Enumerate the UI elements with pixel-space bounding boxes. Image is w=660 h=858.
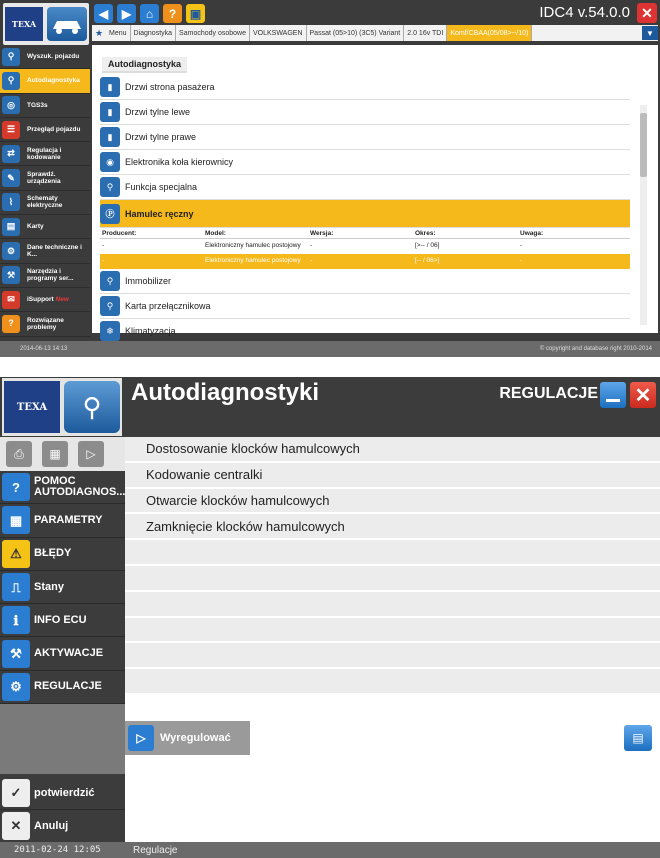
list-item[interactable]: Otwarcie klocków hamulcowych bbox=[125, 489, 660, 515]
new-badge: New bbox=[55, 296, 69, 304]
breadcrumb-item[interactable]: VOLKSWAGEN bbox=[250, 25, 307, 41]
autodiagnosis-icon: ⚲ bbox=[2, 72, 20, 90]
empty-row bbox=[125, 643, 660, 669]
play-icon[interactable]: ▷ bbox=[78, 441, 104, 467]
column-header: Uwaga: bbox=[520, 229, 544, 237]
sidebar-item-label: Karty bbox=[27, 223, 44, 231]
empty-row bbox=[125, 540, 660, 566]
sidebar-spacer bbox=[0, 704, 125, 774]
favorite-star-icon[interactable]: ★ bbox=[94, 27, 104, 38]
bottom-logo-area bbox=[2, 378, 122, 436]
top-sidebar bbox=[0, 45, 90, 337]
scrollbar-thumb[interactable] bbox=[640, 113, 647, 177]
empty-row bbox=[125, 618, 660, 644]
adjustment-icon: ⇄ bbox=[2, 145, 20, 163]
texa-logo: TEXA bbox=[4, 381, 60, 433]
sidebar-item-label: Sprawdź. urządzenia bbox=[27, 171, 61, 186]
breadcrumb-item[interactable]: Menu bbox=[106, 25, 131, 41]
list-item[interactable] bbox=[100, 100, 630, 125]
table-header bbox=[100, 228, 630, 239]
list-item[interactable] bbox=[100, 125, 630, 150]
chevron-down-icon[interactable]: ▼ bbox=[642, 26, 658, 40]
table-cell: - bbox=[310, 257, 313, 265]
sidebar-item-tools[interactable] bbox=[0, 264, 90, 288]
sidebar-item-label: POMOC AUTODIAGNOS... bbox=[34, 475, 126, 499]
breadcrumb-item[interactable]: Passat (05>10) (3C5) Variant bbox=[307, 25, 405, 41]
system-list bbox=[100, 75, 630, 344]
table-cell: - bbox=[520, 242, 523, 250]
sidebar-item-label: Regulacja i kodowanie bbox=[27, 146, 62, 161]
play-icon: ▷ bbox=[128, 725, 154, 751]
table-cell: - bbox=[102, 257, 105, 265]
top-main-panel bbox=[92, 45, 658, 336]
bottom-screenshot bbox=[0, 377, 660, 858]
sidebar-item-adjustments[interactable] bbox=[0, 671, 125, 704]
minimize-icon[interactable] bbox=[600, 382, 626, 408]
empty-row bbox=[125, 669, 660, 695]
table-cell: Elektroniczny hamulec postojowy bbox=[205, 257, 301, 265]
home-icon[interactable]: ⌂ bbox=[140, 4, 159, 23]
breadcrumb-item[interactable]: 2.0 16v TDI bbox=[404, 25, 447, 41]
empty-row bbox=[125, 592, 660, 618]
forward-icon[interactable]: ▶ bbox=[117, 4, 136, 23]
column-header: Producent: bbox=[102, 229, 137, 237]
solved-problems-icon: ? bbox=[2, 315, 20, 333]
list-item[interactable]: Kodowanie centralki bbox=[125, 463, 660, 489]
list-item-selected[interactable] bbox=[100, 200, 630, 228]
list-item[interactable] bbox=[100, 175, 630, 200]
sidebar-item-label: Rozwiązane problemy bbox=[27, 316, 64, 331]
states-icon: ⎍ bbox=[2, 573, 30, 601]
parking-brake-icon: Ⓟ bbox=[100, 204, 120, 224]
empty-row bbox=[125, 566, 660, 592]
sidebar-item-label: INFO ECU bbox=[34, 613, 87, 626]
status-date: 2014-06-13 14:13 bbox=[20, 346, 68, 352]
sidebar-item-help[interactable] bbox=[0, 471, 125, 504]
sidebar-item-label: AKTYWACJE bbox=[34, 647, 104, 660]
sidebar-item-parameters[interactable] bbox=[0, 504, 125, 537]
list-item-label: Karta przełącznikowa bbox=[125, 301, 211, 311]
app-title: IDC4 v.54.0.0 bbox=[539, 4, 630, 21]
list-item[interactable] bbox=[100, 269, 630, 294]
table-cell: - bbox=[310, 242, 313, 250]
confirm-label: potwierdzić bbox=[34, 787, 95, 799]
top-logo-area bbox=[3, 3, 89, 45]
sidebar-item-states[interactable] bbox=[0, 571, 125, 604]
sidebar-item-label: Wyszuk. pojazdu bbox=[27, 53, 80, 61]
sidebar-item-cards[interactable] bbox=[0, 215, 90, 239]
list-item-label: Elektronika koła kierownicy bbox=[125, 157, 234, 167]
breadcrumb bbox=[92, 25, 658, 41]
back-icon[interactable]: ◀ bbox=[94, 4, 113, 23]
parameters-icon: ▦ bbox=[2, 506, 30, 534]
wiring-diagram-icon: ⌇ bbox=[2, 193, 20, 211]
checkmark-icon: ✓ bbox=[2, 779, 30, 807]
cancel-label: Anuluj bbox=[34, 820, 69, 832]
tab-autodiagnosis[interactable]: Autodiagnostyka bbox=[102, 57, 187, 73]
sidebar-item-autodiagnosis[interactable] bbox=[0, 69, 90, 93]
climate-icon: ❄ bbox=[100, 321, 120, 341]
table-row[interactable] bbox=[100, 239, 630, 254]
confirm-button[interactable] bbox=[0, 777, 125, 810]
table-cell: Elektroniczny hamulec postojowy bbox=[205, 242, 301, 250]
sidebar-item-label: Schematy elektryczne bbox=[27, 195, 63, 210]
sidebar-item-label: Autodiagnostyka bbox=[27, 77, 80, 85]
sidebar-item-info-ecu[interactable] bbox=[0, 604, 125, 637]
sidebar-item-adjustment[interactable] bbox=[0, 142, 90, 166]
help-search-icon: ? bbox=[2, 473, 30, 501]
top-status-bar bbox=[0, 341, 660, 357]
save-icon[interactable]: ▣ bbox=[186, 4, 205, 23]
list-item[interactable]: Zamknięcie klocków hamulcowych bbox=[125, 514, 660, 540]
adjust-button-label: Wyregulować bbox=[160, 732, 231, 744]
switch-card-icon: ⚲ bbox=[100, 296, 120, 316]
list-item[interactable] bbox=[100, 294, 630, 319]
sidebar-item-label: REGULACJE bbox=[34, 680, 102, 693]
list-item-label: Hamulec ręczny bbox=[125, 208, 194, 219]
table-row-selected[interactable] bbox=[100, 254, 630, 269]
sidebar-item-label: Dane techniczne i K... bbox=[27, 244, 82, 259]
sidebar-item-label: TGS3s bbox=[27, 101, 48, 109]
list-item-label: Drzwi tylne prawe bbox=[125, 132, 197, 142]
breadcrumb-item[interactable]: Diagnostyka bbox=[131, 25, 177, 41]
activations-icon: ⚒ bbox=[2, 640, 30, 668]
table-cell: [>-- / 06] bbox=[415, 242, 440, 250]
adjustments-icon: ⚙ bbox=[2, 673, 30, 701]
list-item[interactable] bbox=[100, 75, 630, 100]
door-icon: ▮ bbox=[100, 77, 120, 97]
bottom-main-panel bbox=[125, 437, 660, 842]
table-cell: - bbox=[520, 257, 523, 265]
toolbar bbox=[0, 437, 125, 471]
vehicle-overview-icon: ☰ bbox=[2, 121, 20, 139]
sidebar-item-wiring[interactable] bbox=[0, 191, 90, 215]
save-report-icon[interactable]: ▤ bbox=[624, 725, 652, 751]
column-header: Model: bbox=[205, 229, 226, 237]
tgs3s-icon: ◎ bbox=[2, 96, 20, 114]
table-cell: [-- / 06>] bbox=[415, 257, 440, 265]
column-header: Wersja: bbox=[310, 229, 334, 237]
close-icon[interactable]: ✕ bbox=[637, 3, 657, 23]
sidebar-item-activations[interactable] bbox=[0, 637, 125, 670]
list-item-label: Drzwi tylne lewe bbox=[125, 107, 191, 117]
list-item-label: Immobilizer bbox=[125, 276, 172, 286]
variant-table bbox=[100, 228, 630, 269]
mode-label: REGULACJE bbox=[499, 385, 598, 402]
sidebar-item-device-check[interactable] bbox=[0, 166, 90, 190]
immobilizer-icon: ⚲ bbox=[100, 271, 120, 291]
sidebar-item-label: Stany bbox=[34, 580, 64, 593]
sidebar-item-errors[interactable] bbox=[0, 538, 125, 571]
table-cell: - bbox=[102, 242, 105, 250]
sidebar-item-label: PARAMETRY bbox=[34, 513, 103, 526]
sidebar-item-label: Przegląd pojazdu bbox=[27, 126, 81, 134]
clapper-icon[interactable]: ▦ bbox=[42, 441, 68, 467]
device-check-icon: ✎ bbox=[2, 169, 20, 187]
list-item-label: Funkcja specjalna bbox=[125, 182, 198, 192]
breadcrumb-item[interactable]: Samochody osobowe bbox=[176, 25, 250, 41]
print-icon[interactable]: ⎙ bbox=[6, 441, 32, 467]
sidebar-item-vehicle-overview[interactable] bbox=[0, 118, 90, 142]
cancel-button[interactable] bbox=[0, 810, 125, 843]
errors-icon: ⚠ bbox=[2, 540, 30, 568]
adjust-button[interactable] bbox=[125, 721, 250, 755]
sidebar-item-label: Narzędzia i programy ser... bbox=[27, 268, 74, 283]
status-mode: Regulacje bbox=[133, 844, 178, 856]
special-function-icon: ⚲ bbox=[100, 177, 120, 197]
technical-data-icon: ⚙ bbox=[2, 242, 20, 260]
top-screenshot bbox=[0, 0, 660, 357]
help-icon[interactable]: ? bbox=[163, 4, 182, 23]
list-item[interactable] bbox=[100, 150, 630, 175]
copyright-text: © copyright and database right 2010-2014 bbox=[539, 346, 652, 352]
sidebar-item-vehicle-search[interactable] bbox=[0, 45, 90, 69]
bottom-status-bar bbox=[0, 842, 660, 858]
info-ecu-icon: ℹ bbox=[2, 606, 30, 634]
car-logo-icon bbox=[47, 7, 87, 41]
texa-logo: TEXA bbox=[5, 7, 43, 41]
list-item-label: Klimatyzacja bbox=[125, 326, 176, 336]
search-vehicle-icon: ⚲ bbox=[2, 48, 20, 66]
sidebar-item-label: iSupport bbox=[27, 296, 54, 304]
sidebar-item-solved-problems[interactable] bbox=[0, 312, 90, 336]
door-icon: ▮ bbox=[100, 127, 120, 147]
sidebar-item-tgs3s[interactable] bbox=[0, 94, 90, 118]
list-item[interactable]: Dostosowanie klocków hamulcowych bbox=[125, 437, 660, 463]
steering-wheel-icon: ◉ bbox=[100, 152, 120, 172]
search-car-icon: ⚲ bbox=[64, 381, 120, 433]
sidebar-item-technical-data[interactable] bbox=[0, 239, 90, 263]
column-header: Okres: bbox=[415, 229, 436, 237]
tools-icon: ⚒ bbox=[2, 266, 20, 284]
cards-icon: ▤ bbox=[2, 218, 20, 236]
page-title: Autodiagnostyki bbox=[131, 379, 320, 406]
cancel-x-icon: ✕ bbox=[2, 812, 30, 840]
door-icon: ▮ bbox=[100, 102, 120, 122]
breadcrumb-item-current[interactable]: Komf/CBAA(05/08>--/10) bbox=[447, 25, 532, 41]
isupport-icon: ✉ bbox=[2, 291, 20, 309]
bottom-sidebar bbox=[0, 471, 125, 704]
sidebar-item-label: BŁĘDY bbox=[34, 547, 72, 560]
close-icon[interactable]: ✕ bbox=[630, 382, 656, 408]
adjustment-list bbox=[125, 437, 660, 695]
status-date: 2011-02-24 12:05 bbox=[14, 845, 101, 855]
list-item-label: Drzwi strona pasażera bbox=[125, 82, 215, 92]
sidebar-item-isupport[interactable] bbox=[0, 288, 90, 312]
